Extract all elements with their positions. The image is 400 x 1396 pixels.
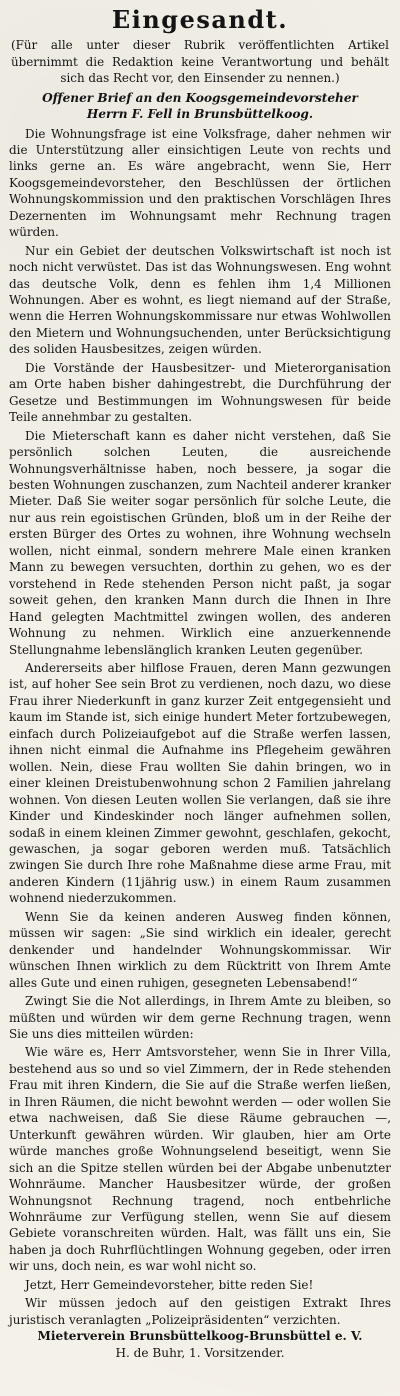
- paragraph-2: Nur ein Gebiet der deutschen Volkswirtschaft ist noch ist noch nicht verwüstet. Das ist das Wohnungswesen. Eng wohnt das deutsche Volk, denn es fehlen ihm 1,4 Millionen Wohnungen. Aber es wohnt, es liegt niemand auf der Straße, wenn die Herren Wohnungskommissare nur etwas Wohlwollen den Mietern und Wohnungsuchenden, unter Berücksichtigung des soliden Hausbesitzes, zeigen würden.: [9, 243, 391, 357]
- headline-line-1: Offener Brief an den Koogsgemeindevorsteher: [42, 90, 358, 105]
- signature-name: H. de Buhr, 1. Vorsitzender.: [115, 1345, 285, 1360]
- paragraph-4: Die Mieterschaft kann es daher nicht verstehen, daß Sie persönlich solchen Leuten, die ausreichende Wohnungsverhältnisse haben, noch bessere, ja sogar die besten Wohnungen zuschanzen, zum Nachteil anderer kranker Mieter. Daß Sie weiter sogar persönlich für solche Leute, die nur aus rein egoistischen Gründen, bloß um in der Reihe der ersten Bürger des Ortes zu wohnen, ihre Wohnung wechseln wollen, nicht einmal, sondern mehrere Male einen kranken Mann zu bewegen versuchten, dorthin zu gehen, wo es der vorstehend in Rede stehenden Person nicht paßt, ja sogar soweit gehen, den kranken Mann durch die Ihnen in Ihre Hand gelegten Machtmittel zwingen wollen, des anderen Wohnung zu nehmen. Wirklich eine anzuerkennende Stellungnahme lebenslänglich kranken Leuten gegenüber.: [9, 428, 391, 657]
- paragraph-7: Zwingt Sie die Not allerdings, in Ihrem Amte zu bleiben, so müßten und würden wir dem gerne Rechnung tragen, wenn Sie uns dies mitteilen würden:: [9, 994, 391, 1041]
- article-title: Eingesandt.: [111, 5, 289, 34]
- article-body: [9, 126, 391, 1329]
- paragraph-8: Wie wäre es, Herr Amtsvorsteher, wenn Sie in Ihrer Villa, bestehend aus so und so viel Zimmern, der in Rede stehenden Frau mit ihren Kindern, die Sie auf die Straße werfen ließen, in Ihren Räumen, die nicht bewohnt werden — oder wollen Sie etwa nachweisen, daß Sie diese Räume gebrauchen —, Unterkunft gewähren würden. Wir glauben, hier am Orte würde manches große Wohnungselend beseitigt, wenn Sie sich an die Spitze stellen würden bei der Abgabe unbenutzter Wohnräume. Mancher Hausbesitzer würde, der großen Wohnungsnot Rechnung tragend, noch entbehrliche Wohnräume zur Verfügung stellen, wenn Sie auf diesem Gebiete voranschreiten würden. Halt, was fällt uns ein, Sie haben ja doch Ruhrflüchtlingen Wohnung gegeben, oder irren wir uns, doch nein, es war wohl nicht so.: [9, 1045, 391, 1274]
- paragraph-10: Wir müssen jedoch auf den geistigen Extrakt Ihres juristisch veranlagten „Polizeipräsidenten“ verzichten.: [9, 1296, 391, 1327]
- letter-headline: [9, 90, 391, 123]
- paragraph-5: Andererseits aber hilflose Frauen, deren Mann gezwungen ist, auf hoher See sein Brot zu verdienen, noch dazu, wo diese Frau ihrer Niederkunft in ganz kurzer Zeit entgegensieht und kaum im Stande ist, sich einige hundert Meter fortzubewegen, einfach durch Polizeiaufgebot auf die Straße werfen lassen, ihnen nicht einmal die Aufnahme ins Pflegeheim gewähren wollen. Nein, diese Frau wollten Sie dahin bringen, wo in einer kleinen Dreistubenwohnung schon 2 Familien jahrelang wohnen. Von diesen Leuten wollen Sie verlangen, daß sie ihre Kinder und Kindeskinder noch länger aufnehmen sollen, sodaß in einem kleinen Zimmer gewohnt, geschlafen, gekocht, gewaschen, ja sogar geboren werden muß. Tatsächlich zwingen Sie durch Ihre rohe Maßnahme diese arme Frau, mit anderen Kindern (11jährig usw.) in einem Raum zusammen wohnend niederzukommen.: [9, 661, 391, 906]
- paragraph-9: Jetzt, Herr Gemeindevorsteher, bitte reden Sie!: [25, 1277, 314, 1292]
- headline-line-2: Herrn F. Fell in Brunsbüttelkoog.: [86, 107, 314, 121]
- editorial-note: (Für alle unter dieser Rubrik veröffentlichten Artikel übernimmt die Redaktion keine Verantwortung und behält sich das Recht vor, den Einsender zu nennen.): [11, 38, 389, 85]
- paragraph-6: Wenn Sie da keinen anderen Ausweg finden können, müssen wir sagen: „Sie sind wirklich ein idealer, gerecht denkender und handelnder Wohnungskommissar. Wir wünschen Ihnen wirklich zu dem Rücktritt von Ihrem Amte alles Gute und einen ruhigen, gesegneten Lebensabend!“: [9, 909, 391, 990]
- paragraph-1: Die Wohnungsfrage ist eine Volksfrage, daher nehmen wir die Unterstützung aller einsichtigen Leute von rechts und links gerne an. Es wäre angebracht, wenn Sie, Herr Koogsgemeindevorsteher, den Beschlüssen der örtlichen Wohnungskommission und den praktischen Vorschlägen Ihres Dezernenten im Wohnungsamt mehr Rechnung tragen würden.: [9, 126, 391, 240]
- signature-organization: Mieterverein Brunsbüttelkoog-Brunsbüttel e. V.: [37, 1329, 363, 1344]
- paragraph-3: Die Vorstände der Hausbesitzer- und Mieterorganisation am Orte haben bisher dahingestrebt, die Durchführung der Gesetze und Bestimmungen im Wohnungswesen für beide Teile annehmbar zu gestalten.: [9, 360, 391, 425]
- signature-block: [9, 1328, 391, 1361]
